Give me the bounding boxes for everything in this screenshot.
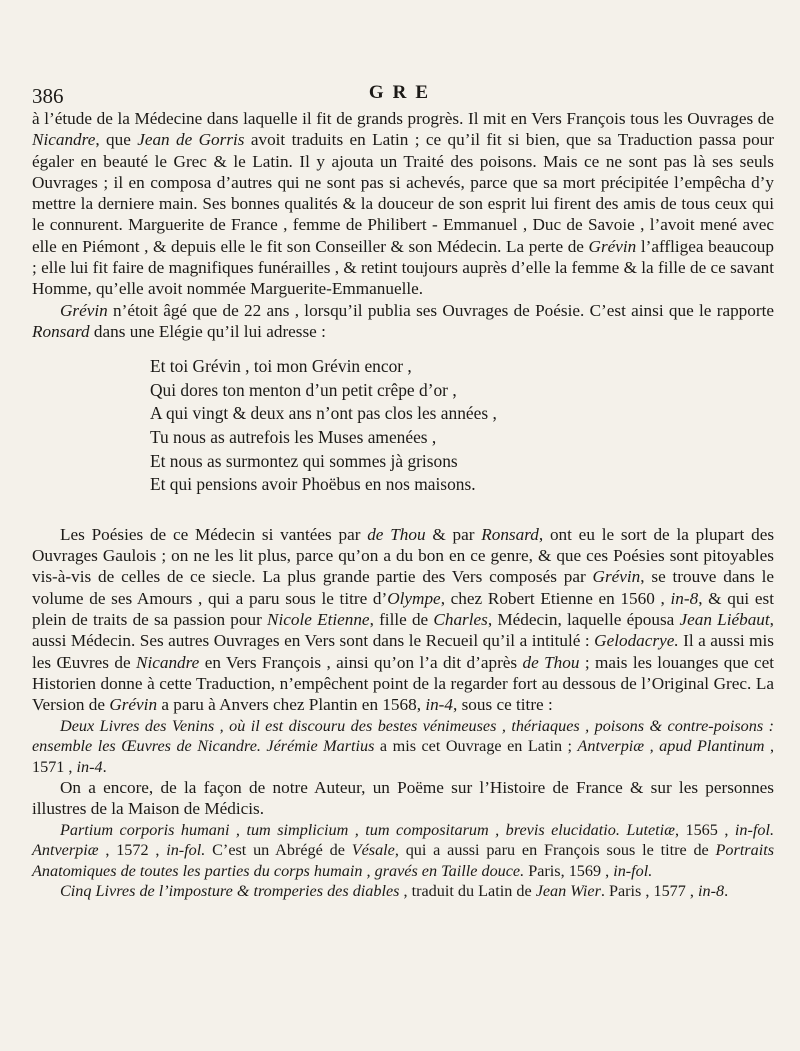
- italic-run: Nicandre: [32, 130, 96, 150]
- italic-run: de Thou: [367, 524, 426, 544]
- paragraph-grevin-age: [32, 300, 774, 343]
- page-header: [32, 78, 774, 108]
- text-run: avoit traduits en Latin ; ce qu’il fit si bien, que sa Traduction passa pour égaler en beauté le Grec & le Latin. Il y ajouta un Traité des poisons. Mais ce ne sont pas là ses seuls Ouvrages ; il en composa d’autres qui ne sont pas si achevés, parce que sa mort précipitée l’empêcha d’y mettre la derniere main. Ses bonnes qualités & la douceur de son esprit lui firent des amis de tous ceux qui le connurent. Marguerite de France , femme de Philibert - Emmanuel , Duc de Savoie , l’avoit mené avec elle en Piémont , & depuis elle le fit son Conseiller & son Médecin. La perte de: [32, 130, 774, 256]
- text-run: C’est un Abrégé de: [205, 841, 352, 860]
- text-run: Paris, 1569 ,: [524, 861, 614, 880]
- text-run: a mis cet Ouvrage en Latin ;: [374, 737, 578, 755]
- italic-run: Grévin: [60, 300, 108, 320]
- italic-run: Deux Livres des Venins , où il est discouru des bestes vénimeuses , thériaques , poisons & contre-poisons : ensemble les Œuvres de Nicandre. Jérémie Martius: [32, 716, 774, 755]
- text-run: Il a aussi mis les Œuvres de: [32, 631, 774, 672]
- verse-line: A qui vingt & deux ans n’ont pas clos les années ,: [150, 403, 497, 424]
- italic-run: Vésale: [351, 841, 395, 860]
- italic-run: de Thou: [522, 652, 580, 672]
- text-run: & par: [425, 524, 482, 544]
- text-run: , 1571 ,: [32, 737, 775, 776]
- text-run: . Paris , 1577 ,: [600, 882, 698, 901]
- text-run: n’étoit âgé que de 22 ans , lorsqu’il publia ses Ouvrages de Poésie. C’est ainsi que le rapporte: [107, 300, 774, 320]
- text-run: , se trouve dans le volume de ses Amours , qui a paru sous le titre d’: [32, 567, 774, 608]
- text-run: dans une Elégie qu’il lui adresse :: [89, 321, 326, 341]
- text-run: , aussi Médecin. Ses autres Ouvrages en Vers sont dans le Recueil qu’il a intitulé :: [32, 610, 774, 651]
- text-run: a paru à Anvers chez Plantin en 1568,: [157, 695, 426, 715]
- text-run: .: [724, 882, 729, 901]
- text-run: , ont eu le sort de la plupart des Ouvrages Gaulois ; on ne les lit plus, parce qu’on a du bon en ce genre, & que ces Poésies sont pitoyables vis-à-vis de celles de ce siecle. La plus grande partie des Vers composés par: [32, 524, 775, 587]
- italic-run: in-8: [698, 882, 725, 901]
- italic-run: Grévin: [109, 695, 158, 715]
- italic-run: Grévin: [588, 236, 637, 256]
- italic-run: in-4: [76, 757, 103, 776]
- italic-run: in-fol. Antverpiæ: [32, 820, 775, 860]
- italic-run: in-fol.: [166, 841, 206, 860]
- paragraph-grevin-medicine: [32, 108, 774, 300]
- bibliography-partium: [32, 820, 774, 882]
- italic-run: Ronsard: [32, 321, 90, 341]
- text-run: .: [102, 757, 107, 776]
- running-head: GRE: [368, 82, 438, 103]
- text-run: , Médecin, laquelle épousa: [487, 610, 680, 630]
- italic-run: in-4: [425, 695, 453, 715]
- italic-run: Charles: [433, 610, 488, 630]
- text-run: , qui a aussi paru en François sous le titre de: [394, 841, 716, 860]
- bibliography-impostures: [32, 881, 774, 902]
- text-run: , 1572 ,: [98, 841, 167, 860]
- text-run: , fille de: [369, 610, 434, 630]
- verse-line: Tu nous as autrefois les Muses amenées ,: [150, 427, 437, 448]
- italic-run: Cinq Livres de l’imposture & tromperies des diables: [60, 882, 400, 901]
- italic-run: Grévin: [592, 567, 641, 587]
- text-run: , que: [95, 130, 138, 150]
- italic-run: Gelodacrye.: [594, 631, 679, 651]
- text-run: , sous ce titre :: [453, 695, 553, 715]
- paragraph-poeme-medicis: [32, 777, 774, 820]
- verse-line: Et nous as surmontez qui sommes jà grisons: [150, 450, 458, 471]
- paragraph-poesies: [32, 524, 774, 716]
- text-run: à l’étude de la Médecine dans laquelle il fit de grands progrès. Il mit en Vers François tous les Ouvrages de: [32, 109, 774, 128]
- text-run: On a encore, de la façon de notre Auteur, un Poëme sur l’Histoire de France & sur les personnes illustres de la Maison de Médicis.: [32, 778, 774, 819]
- italic-run: Olympe: [387, 588, 441, 608]
- italic-run: Jean Wier: [535, 882, 601, 901]
- bibliography-venins: [32, 716, 774, 778]
- italic-run: Jean de Gorris: [137, 130, 245, 150]
- verse-line: Et qui pensions avoir Phoëbus en nos maisons.: [150, 474, 476, 495]
- italic-run: Nicandre: [135, 652, 200, 672]
- text-run: en Vers François , ainsi qu’on l’a dit d’après: [199, 652, 523, 672]
- text-run: l’affligea beaucoup ; elle lui fit faire de magnifiques funérailles , & retint toujours auprès d’elle la femme & la fille de ce savant Homme, qu’elle avoit nommée Marguerite-Emmanuelle.: [32, 236, 774, 299]
- ronsard-elegy-verse: [150, 355, 774, 497]
- text-run: , traduit du Latin de: [399, 882, 536, 901]
- text-run: , 1565 ,: [674, 820, 735, 839]
- text-run: , chez Robert Etienne en 1560 ,: [440, 588, 671, 608]
- text-run: , & qui est plein de traits de sa passion pour: [32, 588, 774, 630]
- italic-run: in-fol.: [613, 861, 653, 880]
- italic-run: Nicole Etienne: [267, 610, 370, 630]
- italic-run: in-8: [670, 588, 699, 608]
- verse-line: Et toi Grévin , toi mon Grévin encor ,: [150, 356, 412, 377]
- verse-line: Qui dores ton menton d’un petit crêpe d’or ,: [150, 379, 457, 400]
- italic-run: Jean Liébaut: [679, 610, 770, 630]
- italic-run: Partium corporis humani , tum simplicium , tum compositarum , brevis elucidatio. Lutetiæ: [60, 820, 675, 839]
- italic-run: Portraits Anatomiques de toutes les parties du corps humain , gravés en Taille douce.: [32, 841, 774, 880]
- page-number: 386: [32, 84, 64, 108]
- text-run: ; mais les louanges que cet Historien donne à cette Traduction, n’empêchent point de la regarder fort au dessous de l’Original Grec. La Version de: [32, 652, 775, 715]
- italic-run: Antverpiæ , apud Plantinum: [577, 737, 765, 755]
- text-run: Les Poésies de ce Médecin si vantées par: [60, 524, 368, 544]
- italic-run: Ronsard: [481, 524, 539, 544]
